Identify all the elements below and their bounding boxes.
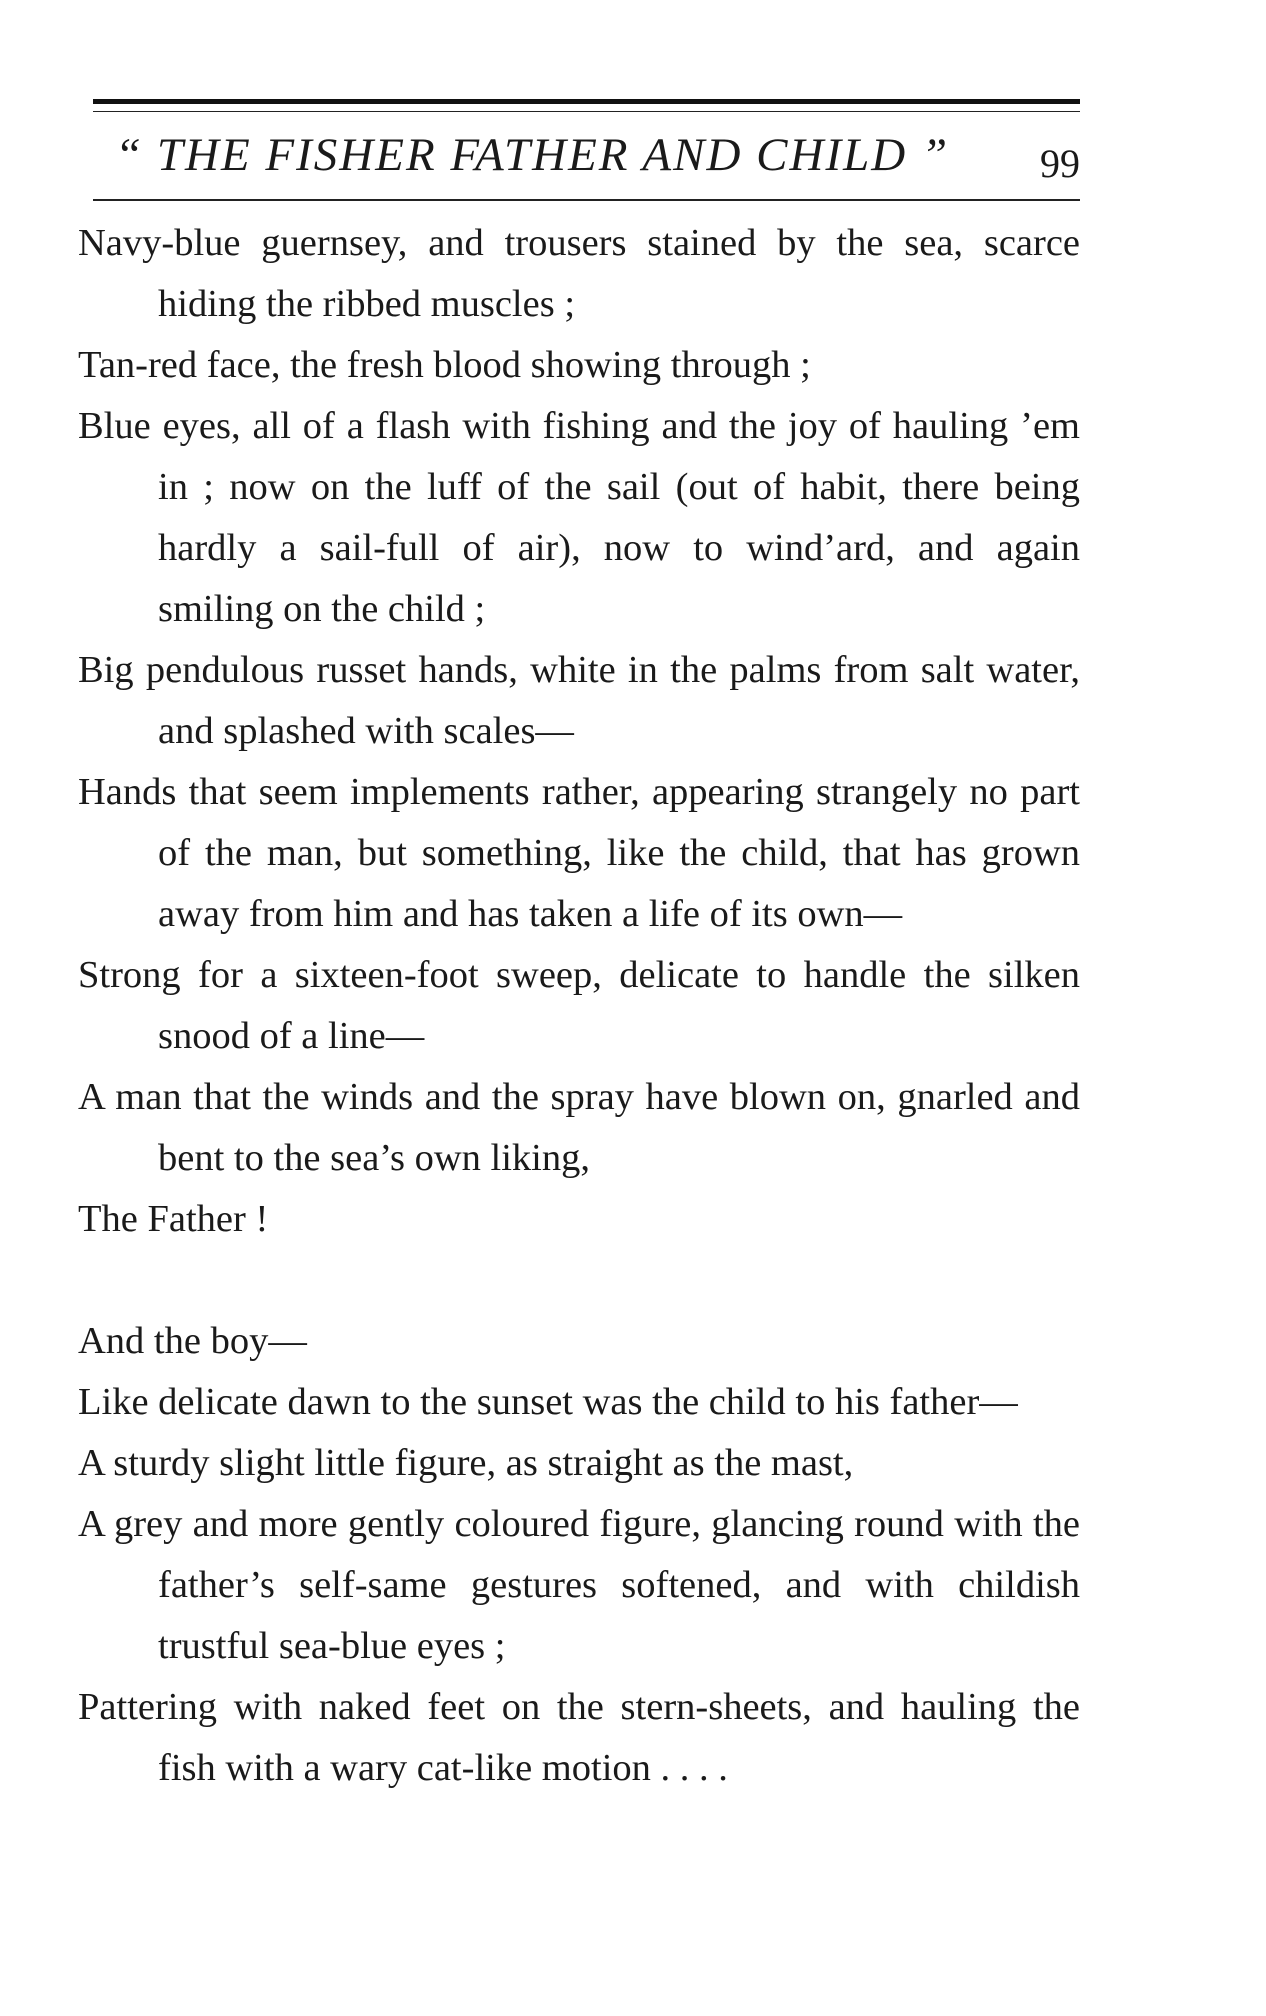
stanza-1 <box>78 213 1080 1250</box>
verse: A man that the winds and the spray have blown on, gnarled and bent to the sea’s own liking, <box>78 1076 1080 1179</box>
verse: Strong for a sixteen-foot sweep, delicate to handle the silken snood of a line— <box>78 954 1080 1057</box>
verse: And the boy— <box>78 1320 307 1362</box>
verse: Like delicate dawn to the sunset was the child to his father— <box>78 1381 1018 1423</box>
poem-body <box>78 213 1080 1799</box>
verse: Blue eyes, all of a flash with fishing and the joy of hauling ’em in ; now on the luff of the sail (out of habit, there being hardly a sail-full of air), now to wind’ard, and again smiling on the child ; <box>78 405 1080 630</box>
verse: The Father ! <box>78 1198 269 1240</box>
verse: Navy-blue guernsey, and trousers stained by the sea, scarce hiding the ribbed muscles ; <box>78 222 1080 325</box>
verse: A grey and more gently coloured figure, glancing round with the father’s self-same gestures softened, and with childish trustful sea-blue eyes ; <box>78 1503 1080 1667</box>
header-rule-thick <box>93 99 1080 104</box>
stanza-2 <box>78 1311 1080 1799</box>
verse: Big pendulous russet hands, white in the palms from salt water, and splashed with scales— <box>78 649 1080 752</box>
running-title: “ THE FISHER FATHER AND CHILD ” <box>115 129 950 181</box>
verse: Pattering with naked feet on the stern-sheets, and hauling the fish with a wary cat-like motion . . . . <box>78 1686 1080 1789</box>
verse: A sturdy slight little figure, as straight as the mast, <box>78 1442 854 1484</box>
page-number: 99 <box>1040 141 1080 186</box>
verse: Tan-red face, the fresh blood showing through ; <box>78 344 811 386</box>
running-head <box>93 122 1080 194</box>
verse: Hands that seem implements rather, appearing strangely no part of the man, but something, like the child, that has grown away from him and has taken a life of its own— <box>78 771 1080 935</box>
header-rule-thin <box>93 111 1080 112</box>
header-rule-bottom <box>93 199 1080 201</box>
